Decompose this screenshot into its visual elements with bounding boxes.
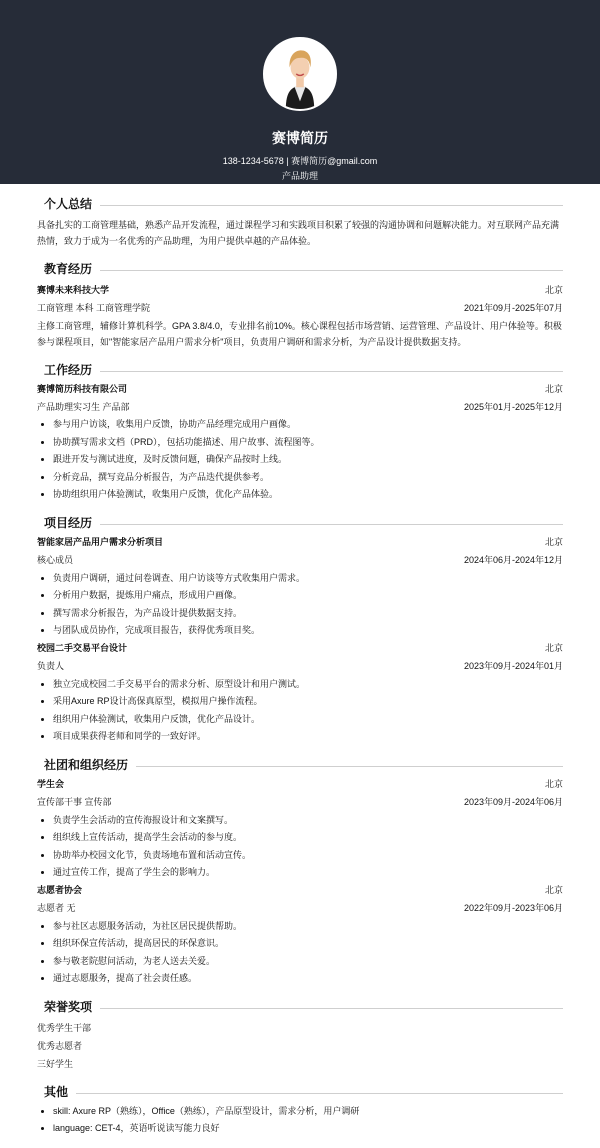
project-bullets [37, 570, 563, 640]
section-title: 荣誉奖项 [44, 1000, 93, 1015]
company-name: 赛博简历科技有限公司 [37, 383, 128, 394]
list-item: • 组织线上宣传活动，提高学生会活动的参与度。 [53, 829, 563, 847]
project-role-row [37, 658, 563, 676]
project-dates: 2024年06月-2024年12月 [463, 555, 563, 566]
resume-body [0, 196, 600, 1138]
honor-item: 优秀志愿者 [37, 1040, 83, 1051]
work-bullets [37, 416, 563, 504]
list-item: • 采用Axure RP设计高保真原型，模拟用户操作流程。 [53, 693, 563, 711]
org-role: 宣传部干事 宣传部 [37, 797, 112, 808]
section-education-heading [37, 261, 563, 277]
org-dates: 2023年09月-2024年06月 [463, 797, 563, 808]
project-location: 北京 [544, 537, 563, 548]
list-item: • 独立完成校园二手交易平台的需求分析、原型设计和用户测试。 [53, 676, 563, 694]
section-title: 个人总结 [44, 196, 93, 211]
company-location: 北京 [544, 383, 563, 394]
org-bullets [37, 812, 563, 882]
org-role: 志愿者 无 [37, 903, 76, 914]
list-item: • 参与社区志愿服务活动，为社区居民提供帮助。 [53, 918, 563, 936]
list-item: • 分析用户数据，提炼用户痛点，形成用户画像。 [53, 587, 563, 605]
org-role-row [37, 900, 563, 918]
degree: 工商管理 本科 工商管理学院 [37, 302, 151, 313]
work-company-row [37, 380, 563, 398]
section-other-heading [37, 1085, 563, 1101]
section-summary-heading [37, 196, 563, 212]
project-dates: 2023年09月-2024年01月 [463, 661, 563, 672]
work-role-row [37, 398, 563, 416]
education-detail: 主修工商管理，辅修计算机科学。GPA 3.8/4.0，专业排名前10%。核心课程包括市场营销、运营管理、产品设计、用户体验等。积极参与课程项目，如"智能家居产品用户需求分析"项目，负责用户调研和需求分析，为产品设计提供数据支持。 [37, 321, 562, 347]
org-name-row [37, 776, 563, 794]
list-item: • 跟进开发与测试进度，及时反馈问题，确保产品按时上线。 [53, 451, 563, 469]
honor-item: 三好学生 [37, 1058, 74, 1069]
resume-header [0, 0, 600, 184]
honors-list [37, 1019, 563, 1073]
org-name: 志愿者协会 [37, 885, 83, 896]
profile-photo [263, 37, 337, 111]
section-divider [136, 766, 563, 767]
list-item: • 协助撰写需求文档（PRD），包括功能描述、用户故事、流程图等。 [53, 434, 563, 452]
education-school-row [37, 281, 563, 299]
list-item: • 负责学生会活动的宣传海报设计和文案撰写。 [53, 812, 563, 830]
list-item: • skill: Axure RP（熟练），Office（熟练），产品原型设计，需求分析，用户调研 [53, 1103, 563, 1121]
section-divider [100, 1008, 563, 1009]
org-location: 北京 [544, 885, 563, 896]
education-degree-row [37, 299, 563, 317]
org-location: 北京 [544, 779, 563, 790]
project-bullets [37, 676, 563, 746]
job-title: 产品助理 [281, 171, 318, 181]
list-item: • 组织环保宣传活动，提高居民的环保意识。 [53, 935, 563, 953]
project-name: 校园二手交易平台设计 [37, 643, 128, 654]
school-name: 赛博未来科技大学 [37, 284, 110, 295]
org-dates: 2022年09月-2023年06月 [463, 903, 563, 914]
list-item: • 通过宣传工作，提高了学生会的影响力。 [53, 864, 563, 882]
org-role-row [37, 794, 563, 812]
work-role: 产品助理实习生 产品部 [37, 401, 130, 412]
list-item: • 通过志愿服务，提高了社会责任感。 [53, 970, 563, 988]
honor-item: 优秀学生干部 [37, 1022, 92, 1033]
list-item: • 参与用户访谈，收集用户反馈，协助产品经理完成用户画像。 [53, 416, 563, 434]
section-title: 其他 [44, 1085, 69, 1100]
project-role: 负责人 [37, 661, 65, 672]
list-item: • 分析竞品，撰写竞品分析报告，为产品迭代提供参考。 [53, 469, 563, 487]
section-divider [100, 270, 563, 271]
work-dates: 2025年01月-2025年12月 [463, 401, 563, 412]
project-location: 北京 [544, 643, 563, 654]
section-divider [100, 205, 563, 206]
list-item: • 协助举办校园文化节，负责场地布置和活动宣传。 [53, 847, 563, 865]
section-divider [100, 524, 563, 525]
section-title: 社团和组织经历 [44, 758, 129, 773]
section-honors-heading [37, 1000, 563, 1016]
section-orgs-heading [37, 758, 563, 774]
project-name-row [37, 534, 563, 552]
list-item: • 负责用户调研，通过问卷调查、用户访谈等方式收集用户需求。 [53, 570, 563, 588]
summary-text: 具备扎实的工商管理基础，熟悉产品开发流程，通过课程学习和实践项目积累了较强的沟通协调和问题解决能力。对互联网产品充满热情，致力于成为一名优秀的产品助理，为用户提供卓越的产品体验。 [37, 220, 560, 246]
list-item: • 项目成果获得老师和同学的一致好评。 [53, 728, 563, 746]
section-work-heading [37, 362, 563, 378]
list-item: • 协助组织用户体验测试，收集用户反馈，优化产品体验。 [53, 486, 563, 504]
org-bullets [37, 918, 563, 988]
section-divider [76, 1093, 563, 1094]
section-projects-heading [37, 516, 563, 532]
list-item: • 与团队成员协作，完成项目报告，获得优秀项目奖。 [53, 622, 563, 640]
education-dates: 2021年09月-2025年07月 [463, 302, 563, 313]
section-title: 工作经历 [44, 362, 93, 377]
project-role: 核心成员 [37, 555, 74, 566]
other-list [37, 1103, 563, 1138]
candidate-name: 赛博简历 [272, 130, 328, 146]
list-item: • 组织用户体验测试，收集用户反馈，优化产品设计。 [53, 711, 563, 729]
project-name: 智能家居产品用户需求分析项目 [37, 537, 164, 548]
school-location: 北京 [544, 284, 563, 295]
list-item: • language: CET-4，英语听说读写能力良好 [53, 1120, 563, 1138]
contact-info: 138-1234-5678 | 赛博简历@gmail.com [222, 156, 378, 166]
project-role-row [37, 552, 563, 570]
section-divider [100, 371, 563, 372]
org-name: 学生会 [37, 779, 65, 790]
person-portrait-icon [265, 39, 335, 109]
org-name-row [37, 882, 563, 900]
list-item: • 参与敬老院慰问活动，为老人送去关爱。 [53, 953, 563, 971]
project-name-row [37, 640, 563, 658]
list-item: • 撰写需求分析报告，为产品设计提供数据支持。 [53, 605, 563, 623]
section-title: 项目经历 [44, 516, 93, 531]
section-title: 教育经历 [44, 261, 93, 276]
